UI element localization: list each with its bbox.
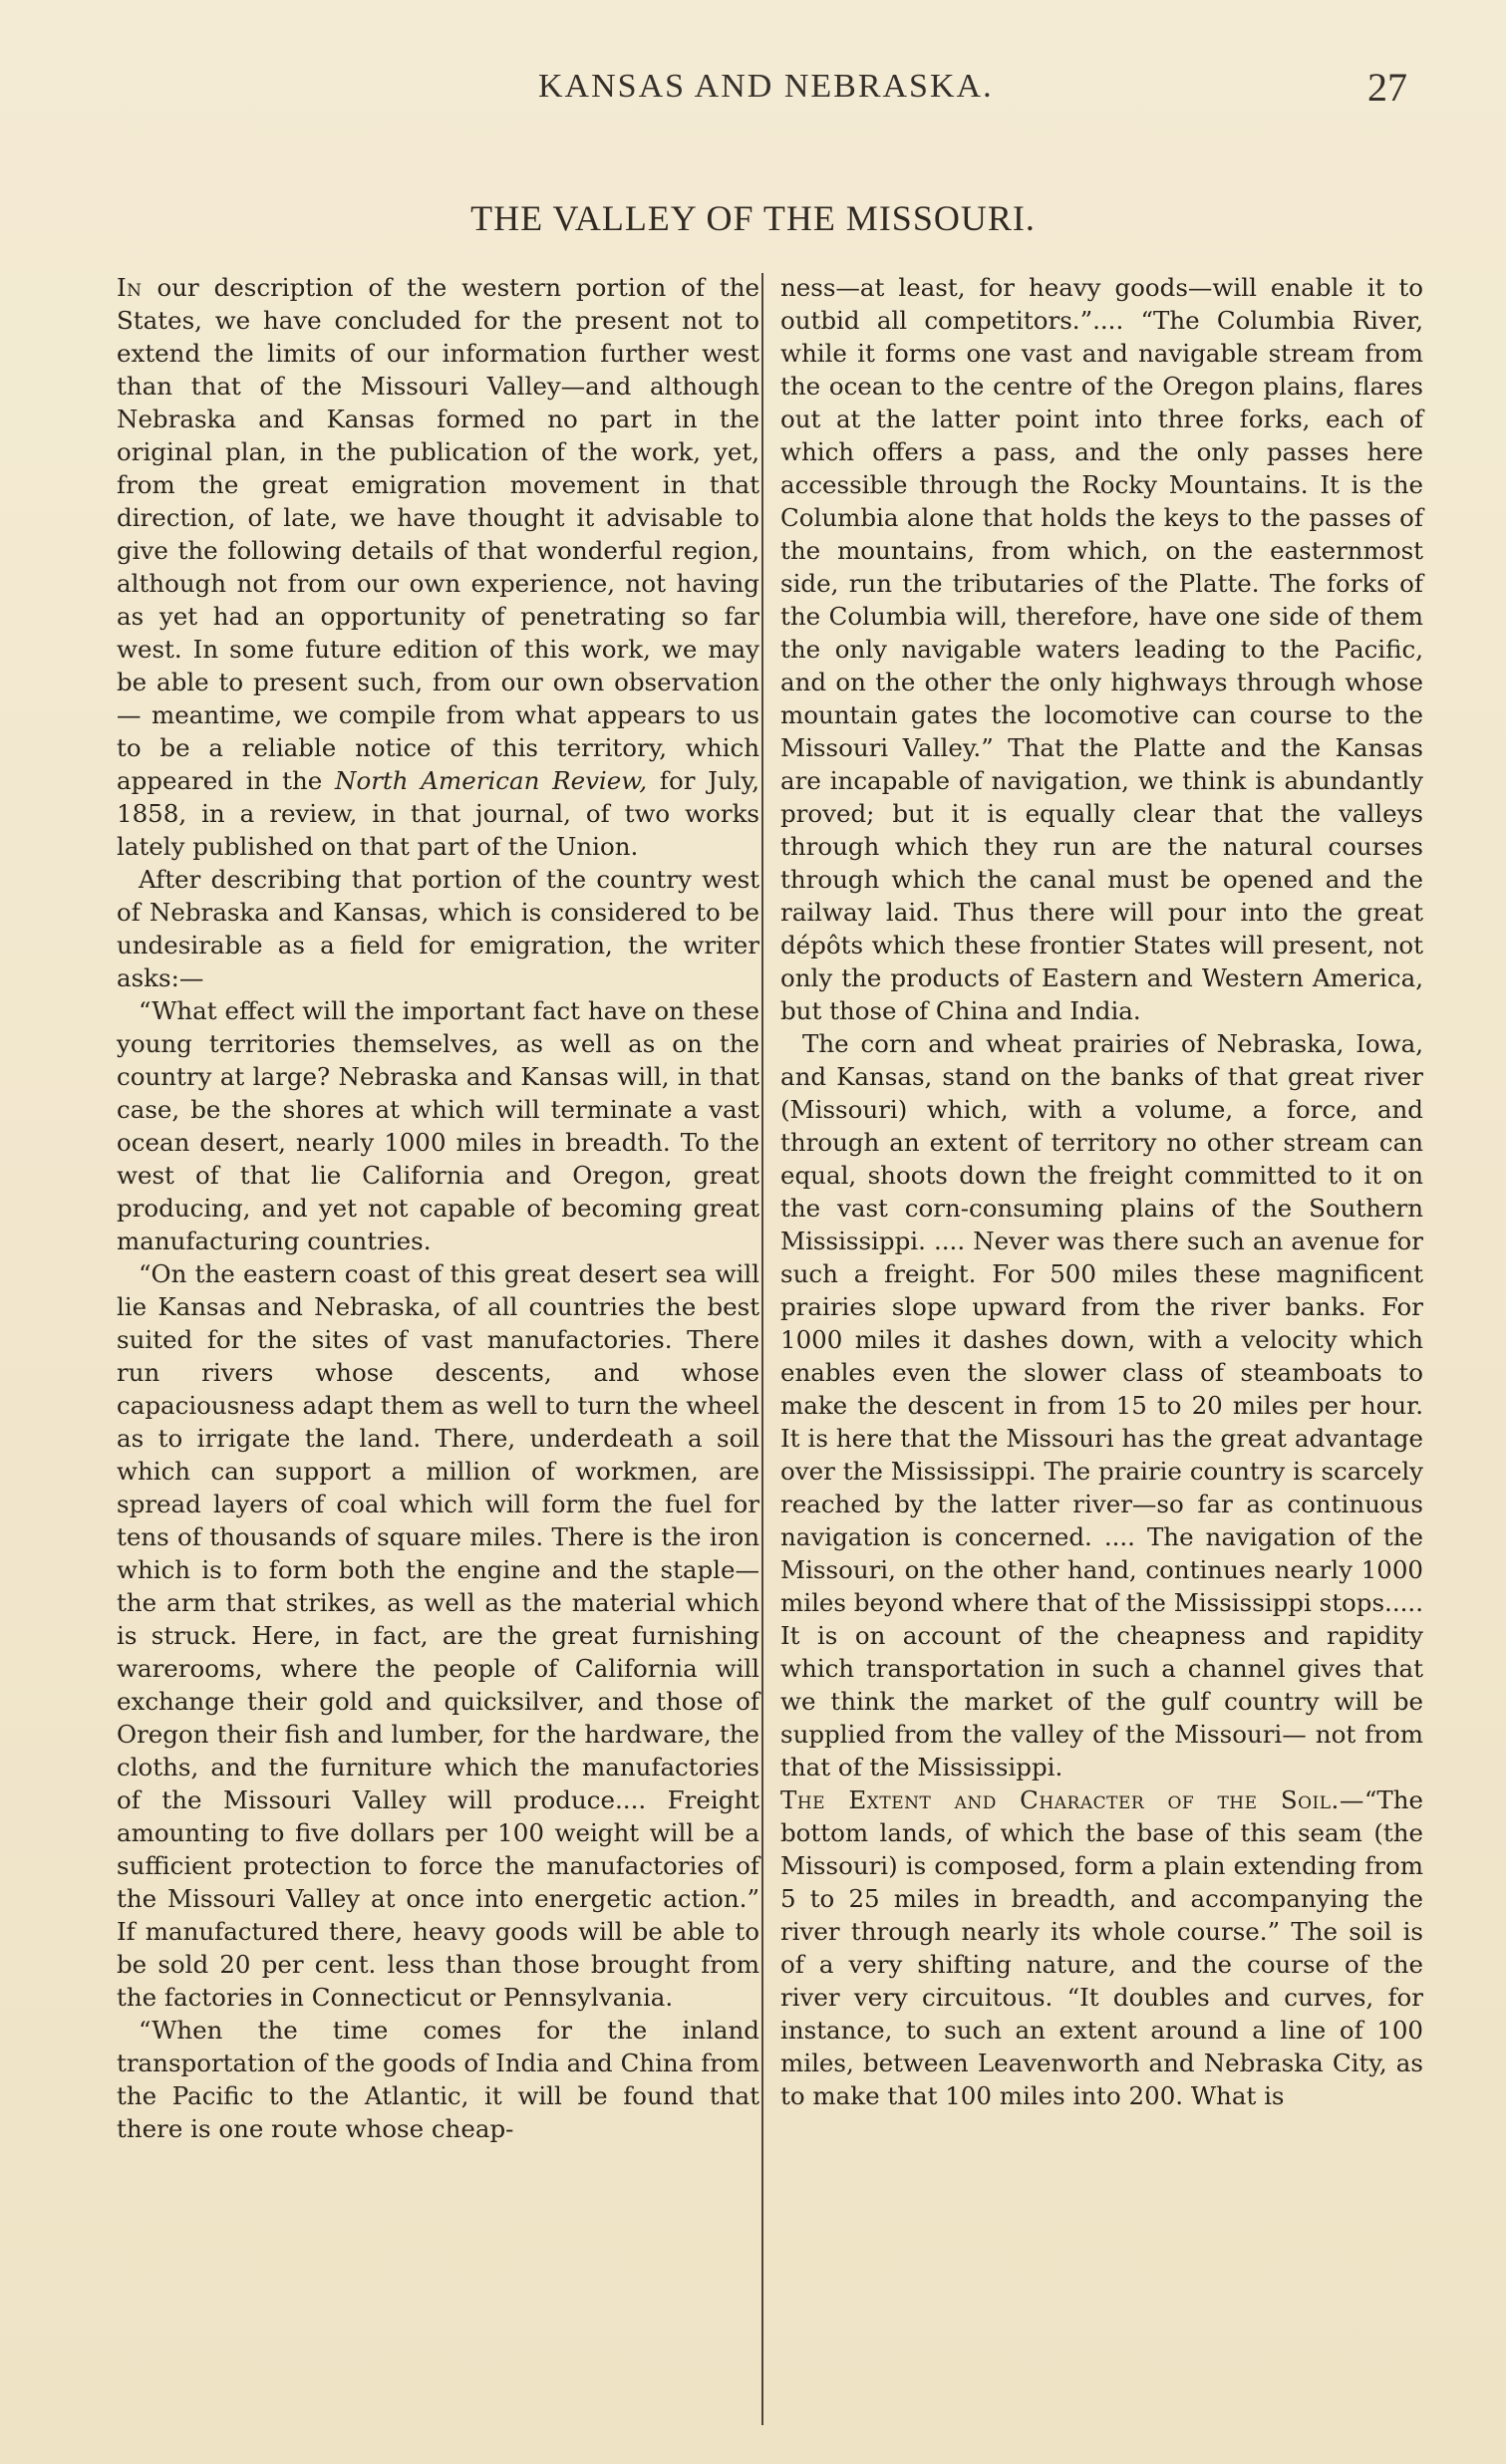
- article-title: THE VALLEY OF THE MISSOURI.: [470, 198, 1036, 238]
- left-paragraph-2: After describing that portion of the country west of Nebraska and Kansas, which is considered to be undesirable as a field for emigration, the writer asks:—: [117, 865, 759, 992]
- initial-word: In: [117, 273, 143, 302]
- left-paragraph-1-text-b: for July, 1858, in a review, in that journal, of two works lately published on that part of the Union.: [117, 766, 759, 861]
- right-paragraph-3-text: “The bottom lands, of which the base of this seam (the Missouri) is composed, form a plain extending from 5 to 25 miles in breadth, and accompanying the river through nearly its whole course.” The soil is of a very shifting nature, and the course of the river very circuitous. “It doubles and curves, for instance, to such an extent around a line of 100 miles, between Leavenworth and Nebraska City, as to make that 100 miles into 200. What is: [780, 1785, 1423, 2110]
- left-paragraph-1-text-a: our description of the western portion of the States, we have concluded for the present not to extend the limits of our information further west than that of the Missouri Valley—and although Nebraska and Kansas formed no part in the original plan, in the publication of the work, yet, from the great emigration movement in that direction, of late, we have thought it advisable to give the following details of that wonderful region, although not from our own experience, not having as yet had an opportunity of penetrating so far west. In some future edition of this work, we may be able to present such, from our own observation— meantime, we compile from what appears to us to be a reliable notice of this territory, which appeared in the: [117, 273, 759, 795]
- left-paragraph-5: “When the time comes for the inland transportation of the goods of India and China from the Pacific to the Atlantic, it will be found that there is one route whose cheap-: [117, 2016, 759, 2143]
- section-heading: The Extent and Character of the Soil.—: [780, 1785, 1364, 1814]
- right-paragraph-1: ness—at least, for heavy goods—will enable it to outbid all competitors.”.... “The Columbia River, while it forms one vast and navigable stream from the ocean to the centre of the Oregon plains, flares out at the latter point into three forks, each of which offers a pass, and the only passes here accessible through the Rocky Mountains. It is the Columbia alone that holds the keys to the passes of the mountains, from which, on the easternmost side, run the tributaries of the Platte. The forks of the Columbia will, therefore, have one side of them the only navigable waters leading to the Pacific, and on the other the only highways through whose mountain gates the locomotive can course to the Missouri Valley.” That the Platte and the Kansas are incapable of navigation, we think is abundantly proved; but it is equally clear that the valleys through which they run are the natural courses through which the canal must be opened and the railway laid. Thus there will pour into the great dépôts which these frontier States will present, not only the products of Eastern and Western America, but those of China and India.: [780, 273, 1423, 1025]
- column-divider: [761, 273, 763, 2425]
- journal-title: North American Review,: [335, 766, 648, 795]
- right-paragraph-3: [780, 1783, 1423, 2112]
- right-paragraph-2: The corn and wheat prairies of Nebraska, Iowa, and Kansas, stand on the banks of that great river (Missouri) which, with a volume, a force, and through an extent of territory no other stream can equal, shoots down the freight committed to it on the vast corn-consuming plains of the Southern Mississippi. .... Never was there such an avenue for such a freight. For 500 miles these magnificent prairies slope upward from the river banks. For 1000 miles it dashes down, with a velocity which enables even the slower class of steamboats to make the descent in from 15 to 20 miles per hour. It is here that the Missouri has the great advantage over the Mississippi. The prairie country is scarcely reached by the latter river—so far as continuous navigation is concerned. .... The navigation of the Missouri, on the other hand, continues nearly 1000 miles beyond where that of the Mississippi stops..... It is on account of the cheapness and rapidity which transportation in such a channel gives that we think the market of the gulf country will be supplied from the valley of the Missouri— not from that of the Mississippi.: [780, 1029, 1423, 1781]
- left-paragraph-4: “On the eastern coast of this great desert sea will lie Kansas and Nebraska, of all countries the best suited for the sites of vast manufactories. There run rivers whose descents, and whose capaciousness adapt them as well to turn the wheel as to irrigate the land. There, underdeath a soil which can support a million of workmen, are spread layers of coal which will form the fuel for tens of thousands of square miles. There is the iron which is to form both the engine and the staple—the arm that strikes, as well as the material which is struck. Here, in fact, are the great furnishing warerooms, where the people of California will exchange their gold and quicksilver, and those of Oregon their fish and lumber, for the hardware, the cloths, and the furniture which the manufactories of the Missouri Valley will produce.... Freight amounting to five dollars per 100 weight will be a sufficient protection to force the manufactories of the Missouri Valley at once into energetic action.” If manufactured there, heavy goods will be able to be sold 20 per cent. less than those brought from the factories in Connecticut or Pennsylvania.: [117, 1259, 759, 2012]
- left-paragraph-3: “What effect will the important fact have on these young territories themselves, as well as on the country at large? Nebraska and Kansas will, in that case, be the shores at which will terminate a vast ocean desert, nearly 1000 miles in breadth. To the west of that lie California and Oregon, great producing, and yet not capable of becoming great manufacturing countries.: [117, 996, 759, 1255]
- page-number: 27: [1367, 65, 1407, 110]
- right-column: [780, 271, 1423, 2112]
- running-head: KANSAS AND NEBRASKA.: [538, 68, 994, 105]
- left-column: [117, 271, 759, 2145]
- left-paragraph-1: [117, 271, 759, 863]
